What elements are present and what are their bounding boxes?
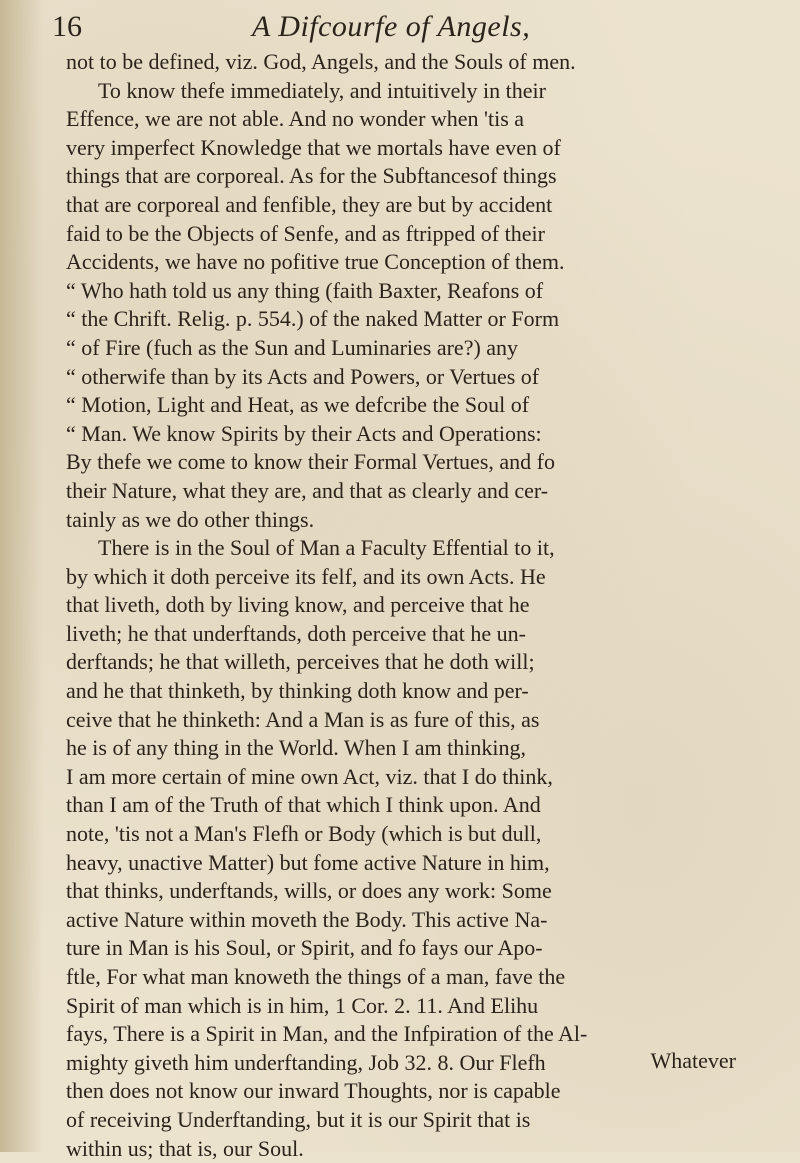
text-line: that are corporeal and fenfible, they are but by accident: [66, 191, 553, 217]
text-line: ture in Man is his Soul, or Spirit, and fo fays our Apo-: [66, 935, 543, 961]
page-header: [52, 10, 770, 48]
text-line: he is of any thing in the World. When I am thinking,: [66, 735, 526, 761]
text-line: liveth; he that underftands, doth perceive that he un-: [66, 620, 527, 646]
page-number: 16: [52, 10, 82, 43]
text-line: of receiving Underftanding, but it is our Spirit that is: [66, 1106, 531, 1132]
text-line: Spirit of man which is in him, 1 Cor. 2. 11. And Elihu: [66, 992, 539, 1018]
text-line: then does not know our inward Thoughts, nor is capable: [66, 1078, 561, 1104]
text-line: derftands; he that willeth, perceives that he doth will;: [66, 649, 535, 675]
text-line: By thefe we come to know their Formal Vertues, and fo: [66, 449, 555, 475]
text-line: fays, There is a Spirit in Man, and the Infpiration of the Al-: [66, 1021, 588, 1047]
running-head: A Difcourfe of Angels,: [252, 10, 531, 43]
text-line: ftle, For what man knoweth the things of a man, fave the: [66, 964, 566, 989]
text-line: To know thefe immediately, and intuitively in their: [98, 77, 546, 103]
body-text: [66, 48, 766, 1163]
text-line: not to be defined, viz. God, Angels, and the Souls of men.: [66, 49, 576, 74]
text-line: Accidents, we have no pofitive true Conception of them.: [66, 249, 565, 275]
text-line: that liveth, doth by living know, and perceive that he: [66, 592, 530, 618]
text-line: mighty giveth him underftanding, Job 32. 8. Our Flefh: [66, 1049, 546, 1075]
text-line: within us; that is, our Soul.: [66, 1135, 304, 1161]
text-line: tainly as we do other things.: [66, 506, 315, 532]
text-line: “ of Fire (fuch as the Sun and Luminaries are?) any: [66, 334, 519, 360]
text-line: I am more certain of mine own Act, viz. that I do think,: [66, 763, 553, 789]
text-line: note, 'tis not a Man's Flefh or Body (which is but dull,: [66, 821, 542, 847]
text-line: very imperfect Knowledge that we mortals have even of: [66, 134, 561, 160]
text-line: heavy, unactive Matter) but fome active Nature in him,: [66, 849, 550, 875]
text-line: by which it doth perceive its felf, and its own Acts. He: [66, 563, 546, 589]
text-line: There is in the Soul of Man a Faculty Effential to it,: [98, 535, 555, 561]
text-line: than I am of the Truth of that which I think upon. And: [66, 792, 541, 818]
page-gutter-shadow: [0, 0, 44, 1152]
text-line: ceive that he thinketh: And a Man is as fure of this, as: [66, 706, 540, 732]
text-line: Effence, we are not able. And no wonder when 'tis a: [66, 106, 525, 132]
text-line: faid to be the Objects of Senfe, and as ftripped of their: [66, 220, 545, 246]
text-line: “ otherwife than by its Acts and Powers, or Vertues of: [66, 363, 540, 389]
text-line: active Nature within moveth the Body. This active Na-: [66, 906, 548, 932]
text-line: “ the Chrift. Relig. p. 554.) of the naked Matter or Form: [66, 306, 560, 332]
text-line: “ Man. We know Spirits by their Acts and Operations:: [66, 420, 542, 446]
text-line: “ Who hath told us any thing (faith Baxter, Reafons of: [66, 277, 544, 303]
text-line: that thinks, underftands, wills, or does any work: Some: [66, 878, 552, 904]
text-line: things that are corporeal. As for the Subftancesof things: [66, 163, 557, 189]
text-line: their Nature, what they are, and that as clearly and cer-: [66, 477, 549, 503]
text-line: “ Motion, Light and Heat, as we defcribe the Soul of: [66, 392, 530, 418]
catchword: Whatever: [650, 1048, 736, 1073]
text-line: and he that thinketh, by thinking doth know and per-: [66, 678, 529, 704]
